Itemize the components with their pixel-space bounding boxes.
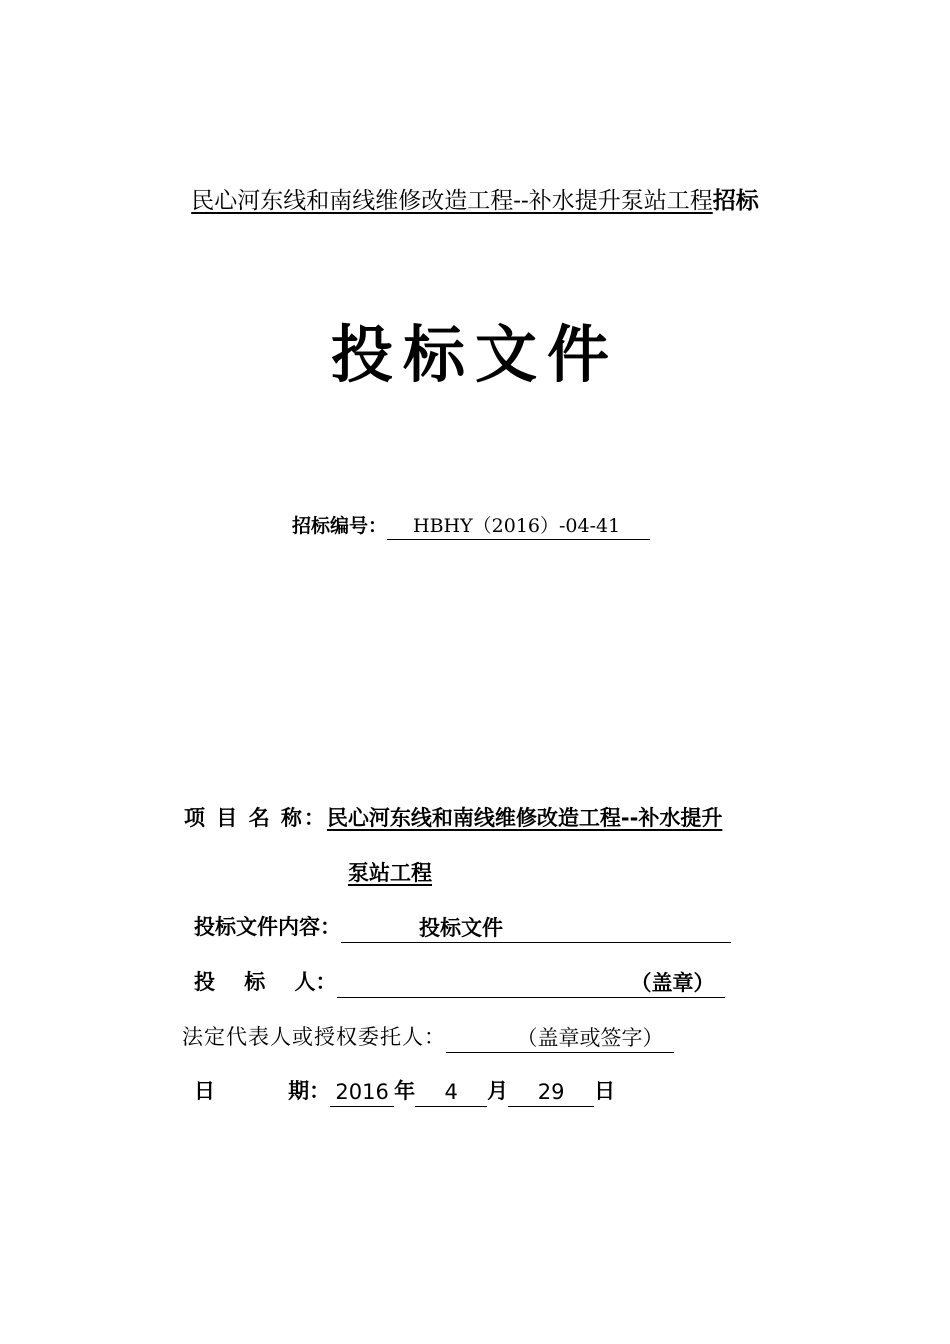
project-name-value: 民心河东线和南线维修改造工程--补水提升 xyxy=(326,806,723,830)
representative-label: 法定代表人或授权委托人： xyxy=(182,1025,446,1049)
bidder-fill xyxy=(337,997,621,998)
content-fill-gap xyxy=(389,942,397,943)
date-day-value: 29 xyxy=(508,1078,594,1107)
document-subtitle xyxy=(0,184,950,218)
date-year-unit: 年 xyxy=(394,1079,416,1103)
bidder-label: 投 标 人： xyxy=(194,970,337,994)
project-name-line xyxy=(184,802,722,834)
date-line xyxy=(194,1075,615,1107)
date-month-unit: 月 xyxy=(487,1079,509,1103)
representative-seal-note: （盖章或签字） xyxy=(506,1024,674,1053)
project-name-line-2 xyxy=(348,857,432,889)
date-day-unit: 日 xyxy=(594,1079,616,1103)
subtitle-suffix: 招标 xyxy=(712,188,759,214)
project-name-value-continued: 泵站工程 xyxy=(348,861,432,885)
bid-number-line xyxy=(292,511,650,541)
project-name-label: 项 目 名 称： xyxy=(184,806,327,830)
content-fill-left xyxy=(341,942,389,943)
content-fill-right xyxy=(533,942,731,943)
representative-line xyxy=(182,1021,674,1053)
date-label: 日 期： xyxy=(194,1079,331,1103)
representative-fill xyxy=(446,1052,506,1053)
subtitle-project-name: 民心河东线和南线维修改造工程--补水提升泵站工程 xyxy=(191,188,713,214)
date-month-value: 4 xyxy=(415,1078,487,1107)
main-title: 投标文件 xyxy=(330,318,619,391)
bid-number-label: 招标编号： xyxy=(292,515,388,537)
bid-number-value: HBHY（2016）-04-41 xyxy=(387,513,650,540)
content-line xyxy=(194,911,731,943)
bidder-seal-note: （盖章） xyxy=(621,969,725,998)
date-year-value: 2016 xyxy=(330,1078,394,1107)
content-label: 投标文件内容： xyxy=(194,915,341,939)
content-fill-gap-2 xyxy=(525,942,533,943)
bidder-line xyxy=(194,966,725,998)
content-value: 投标文件 xyxy=(397,914,525,943)
